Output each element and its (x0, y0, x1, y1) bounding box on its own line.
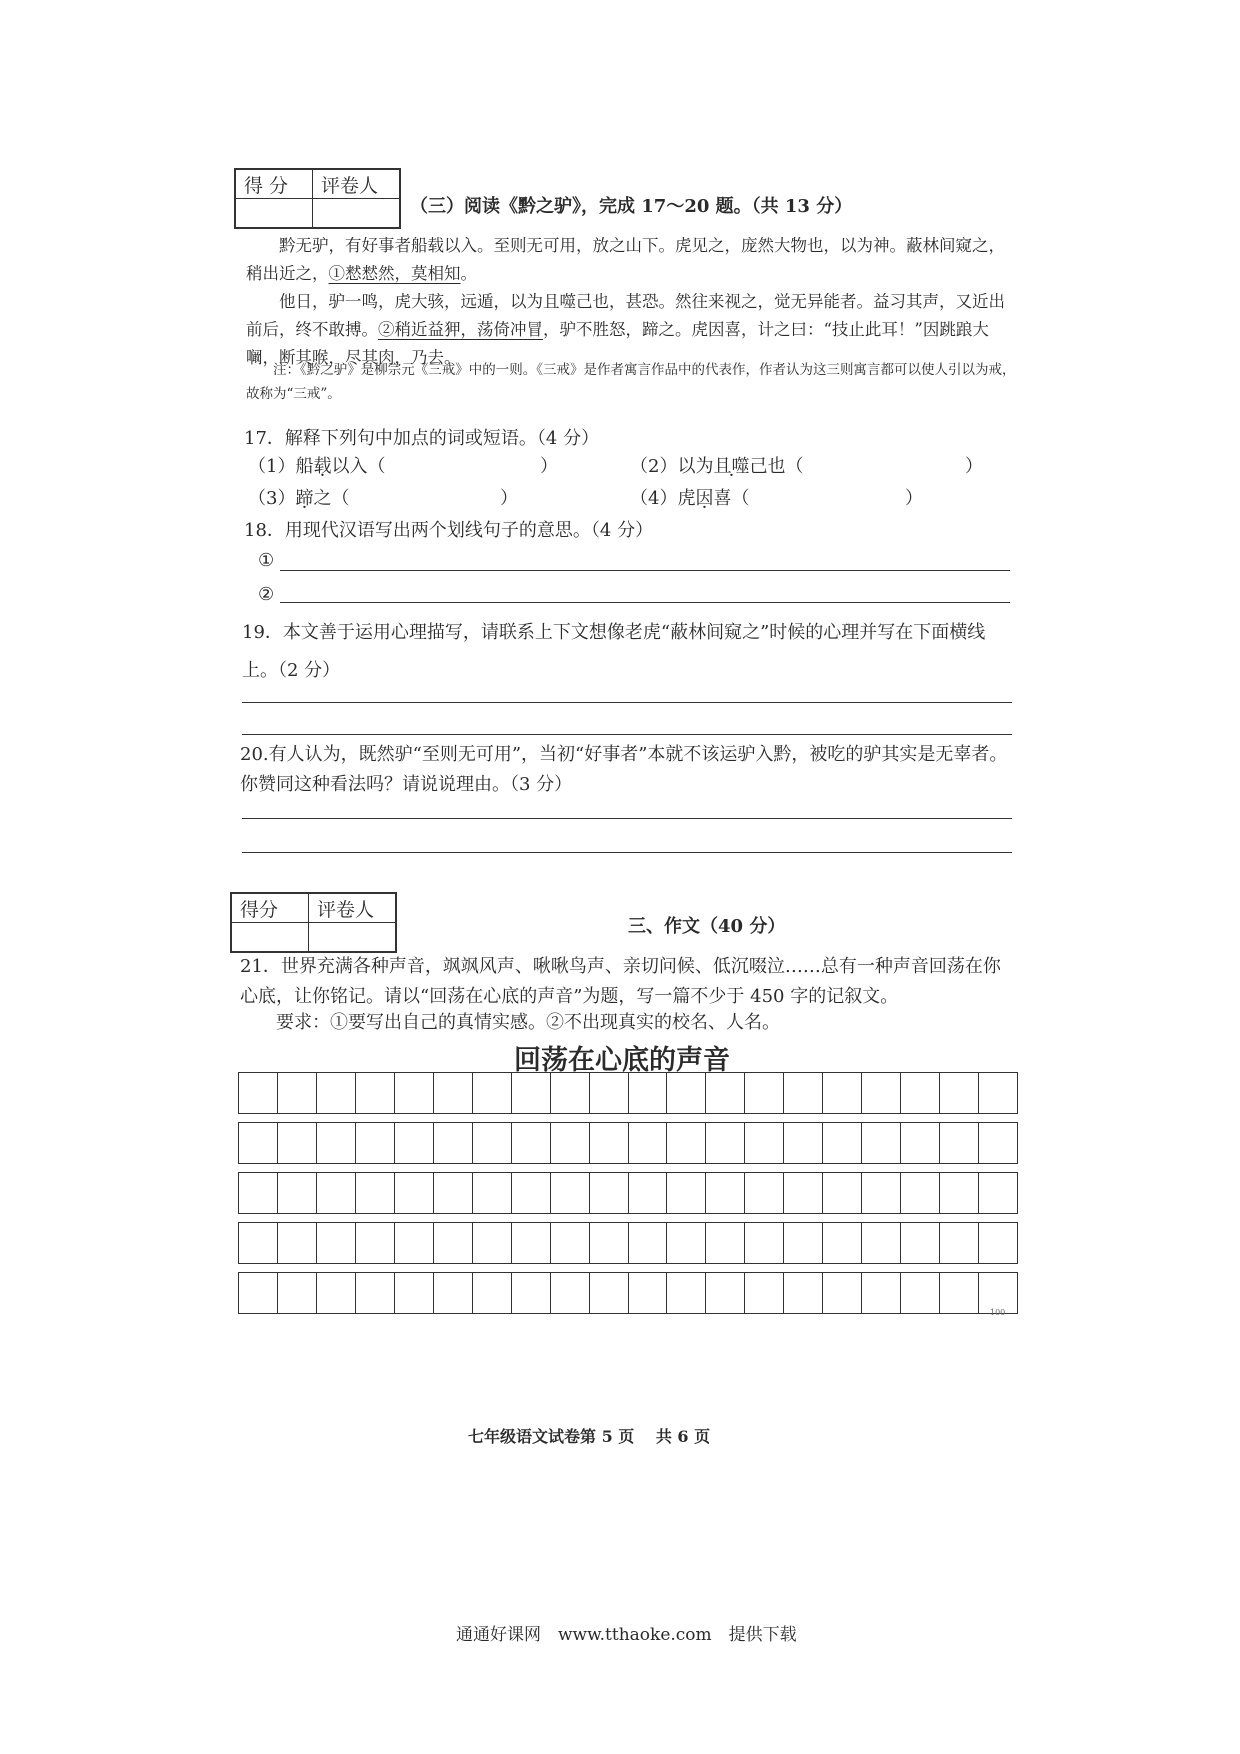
grader-cell[interactable] (313, 199, 401, 229)
score-label: 得 分 (235, 169, 313, 199)
passage-note: 注：《黔之驴》是柳宗元《三戒》中的一则。《三戒》是作者寓言作品中的代表作，作者认为这三则寓言都可以使人引以为戒，故称为“三戒”。 (246, 362, 1016, 402)
grader-label: 评卷人 (313, 169, 401, 199)
q19-answer-line-2[interactable] (242, 734, 1012, 735)
q18-answer-line-2[interactable] (280, 602, 1010, 603)
grid-row[interactable] (238, 1272, 1018, 1314)
q17-item-3-close: ） (500, 488, 518, 509)
passage (246, 232, 1016, 372)
q21-requirements: 要求：①要写出自己的真情实感。②不出现真实的校名、人名。 (276, 1012, 780, 1033)
download-source: 通通好课网 www.tthaoke.com 提供下载 (456, 1625, 797, 1645)
underlined-sentence-2: ②稍近益狎，荡倚冲冒 (378, 320, 543, 339)
q21-stem: 21．世界充满各种声音，飒飒风声、啾啾鸟声、亲切问候、低沉啜泣……总有一种声音回荡在你心底，让你铭记。请以“回荡在心底的声音”为题，写一篇不少于 450 字的记叙文。 (240, 956, 1001, 1007)
q20-answer-line-2[interactable] (242, 852, 1012, 853)
q19-stem: 19．本文善于运用心理描写，请联系上下文想像老虎“蔽林间窥之”时候的心理并写在下面横线上。（2 分） (242, 622, 986, 681)
grid-row[interactable] (238, 1072, 1018, 1114)
grid-row[interactable] (238, 1172, 1018, 1214)
q17-item-4: （4）虎因喜（ (630, 488, 750, 509)
underlined-sentence-1: ①慭慭然，莫相知 (328, 264, 461, 283)
q17-stem: 17．解释下列句中加点的词或短语。（4 分） (244, 428, 600, 449)
score-box-2 (230, 892, 397, 953)
q17-item-1: （1）船载以入（ (248, 456, 386, 477)
q17-item-2-close: ） (965, 456, 983, 477)
q20-answer-line-1[interactable] (242, 818, 1012, 819)
page-number: 七年级语文试卷第 5 页 共 6 页 (468, 1427, 711, 1446)
score-box-1 (234, 168, 401, 229)
grid-row[interactable] (238, 1122, 1018, 1164)
grid-row[interactable] (238, 1222, 1018, 1264)
score-cell[interactable] (235, 199, 313, 229)
section3-heading: （三）阅读《黔之驴》，完成 17～20 题。（共 13 分） (410, 196, 853, 217)
q17-item-3: （3）蹄之（ (248, 488, 350, 509)
essay-title: 回荡在心底的声音 (514, 1045, 730, 1076)
grader-cell[interactable] (309, 923, 397, 953)
writing-grid[interactable] (238, 1072, 1018, 1322)
grid-character-count: 100 (990, 1308, 1006, 1317)
q17-item-1-close: ） (540, 456, 558, 477)
q17-item-4-close: ） (905, 488, 923, 509)
q18-answer-line-1[interactable] (280, 570, 1010, 571)
score-cell[interactable] (231, 923, 309, 953)
q19-answer-line-1[interactable] (242, 702, 1012, 703)
grader-label: 评卷人 (309, 893, 397, 923)
q18-mark-1: ① (258, 550, 275, 571)
q17-item-2: （2）以为且噬己也（ (630, 456, 804, 477)
q18-mark-2: ② (258, 584, 275, 605)
passage-paragraph-2: 他日，驴一鸣，虎大骇，远遁，以为且噬己也，甚恐。然往来视之，觉无异能者。益习其声，又近出前后，终不敢搏。②稍近益狎，荡倚冲冒，驴不胜怒，蹄之。虎因喜，计之曰：“技止此耳！”因跳踉大㘎，断其喉，尽其肉，乃去。 (246, 292, 1005, 367)
essay-section-heading: 三、作文（40 分） (628, 916, 786, 937)
q18-stem: 18．用现代汉语写出两个划线句子的意思。（4 分） (244, 520, 654, 541)
q20-stem: 20.有人认为，既然驴“至则无可用”，当初“好事者”本就不该运驴入黔，被吃的驴其实是无辜者。你赞同这种看法吗？请说说理由。（3 分） (240, 744, 1008, 795)
score-label: 得分 (231, 893, 309, 923)
passage-paragraph-1: 黔无驴，有好事者船载以入。至则无可用，放之山下。虎见之，庞然大物也，以为神。蔽林间窥之，稍出近之，①慭慭然，莫相知。 (246, 236, 1005, 283)
